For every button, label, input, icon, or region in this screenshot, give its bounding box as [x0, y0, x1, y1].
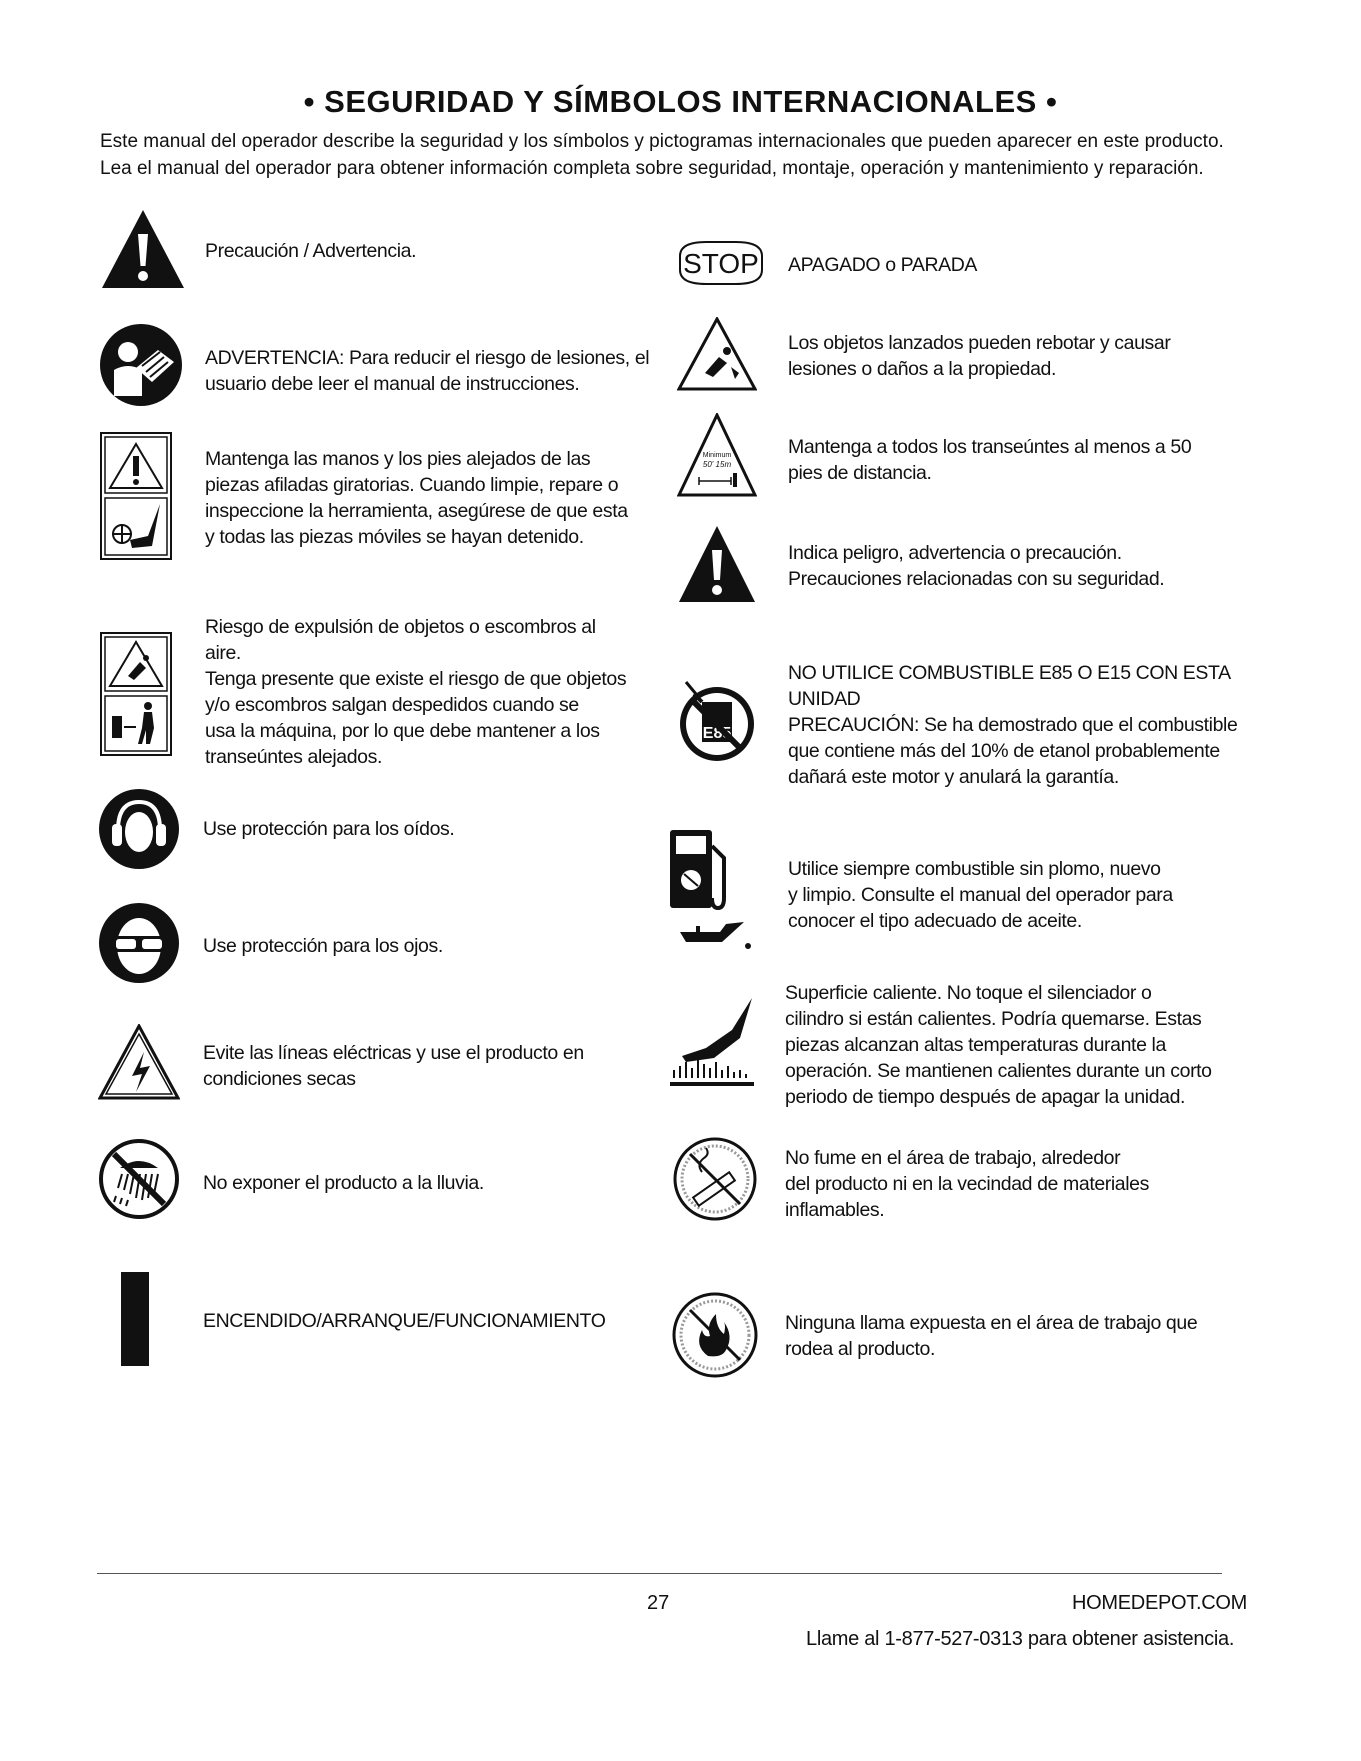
no-rain-icon: [98, 1138, 180, 1220]
right-item-text: Ninguna llama expuesta en el área de trabajo que rodea al producto.: [785, 1312, 1198, 1360]
footer-site: HOMEDEPOT.COM: [1072, 1592, 1247, 1614]
left-item-text: Evite las líneas eléctricas y use el producto en condiciones secas: [203, 1042, 584, 1090]
stop-icon-label: STOP: [683, 248, 759, 279]
intro-line: Lea el manual del operador para obtener información completa sobre seguridad, montaje, operación y mantenimiento y reparación.: [100, 158, 1204, 179]
caution-triangle-icon: [100, 208, 186, 290]
left-item-text: Precaución / Advertencia.: [205, 240, 417, 262]
intro-line: Este manual del operador describe la seguridad y los símbolos y pictogramas internacionales que pueden aparecer en este producto.: [100, 131, 1224, 152]
right-item-text: NO UTILICE COMBUSTIBLE E85 O E15 CON ESTA UNIDAD PRECAUCIÓN: Se ha demostrado que el combustible que contiene más del 10% de etanol probablemente dañará este motor y anulará la garantía.: [788, 662, 1238, 788]
no-e85-fuel-icon: [676, 678, 758, 764]
bystander-distance-icon: [677, 413, 757, 497]
right-item-text: Los objetos lanzados pueden rebotar y causar lesiones o daños a la propiedad.: [788, 332, 1171, 380]
page-number: 27: [647, 1592, 670, 1614]
left-item-text: Mantenga las manos y los pies alejados de las piezas afiladas giratorias. Cuando limpie, repare o inspeccione la herramienta, asegúrese de que esta y todas las piezas móviles se hayan detenido.: [205, 448, 628, 548]
left-item-text: Use protección para los ojos.: [203, 935, 443, 957]
footer-assistance: Llame al 1-877-527-0313 para obtener asistencia.: [806, 1628, 1235, 1650]
right-item-text: No fume en el área de trabajo, alrededor del producto ni en la vecindad de materiales inflamables.: [785, 1147, 1149, 1221]
page-title: • SEGURIDAD Y SÍMBOLOS INTERNACIONALES •: [303, 84, 1058, 119]
right-item-text: Utilice siempre combustible sin plomo, nuevo y limpio. Consulte el manual del operador para conocer el tipo adecuado de aceite.: [788, 858, 1173, 932]
danger-triangle-icon: [677, 524, 757, 604]
on-start-icon: [121, 1272, 149, 1366]
rotating-blades-warning-icon: [100, 432, 172, 560]
right-item-text: APAGADO o PARADA: [788, 254, 978, 276]
ricochet-warning-icon: [677, 317, 757, 391]
unleaded-fuel-oil-icon: [670, 828, 758, 952]
stop-icon: [676, 236, 766, 290]
left-item-text: ADVERTENCIA: Para reducir el riesgo de lesiones, el usuario debe leer el manual de instrucciones.: [205, 347, 650, 395]
left-item-text: No exponer el producto a la lluvia.: [203, 1172, 484, 1194]
no-smoking-icon: [672, 1136, 758, 1222]
read-manual-icon: [98, 322, 184, 408]
right-item-text: Indica peligro, advertencia o precaución. Precauciones relacionadas con su seguridad.: [788, 542, 1165, 590]
no-open-flame-icon: [672, 1290, 758, 1380]
right-item-text: Superficie caliente. No toque el silenciador o cilindro si están calientes. Podría quemarse. Estas piezas alcanzan altas temperaturas durante la operación. Se mantienen calientes durante un corto periodo de tiempo después de apagar la unidad.: [785, 982, 1212, 1108]
intro-paragraph: [100, 128, 1280, 182]
eye-protection-icon: [98, 902, 180, 984]
thrown-objects-warning-icon: [100, 632, 172, 756]
right-item-text: Mantenga a todos los transeúntes al menos a 50 pies de distancia.: [788, 436, 1192, 484]
ear-protection-icon: [98, 788, 180, 870]
left-item-text: Riesgo de expulsión de objetos o escombros al aire. Tenga presente que existe el riesgo de que objetos y/o escombros salgan despedidos cuando se usa la máquina, por lo que debe mantener a los transeúntes alejados.: [205, 616, 627, 768]
minimum-label: Minimum: [702, 452, 732, 459]
e85-label: E85: [702, 725, 732, 742]
distance-label: 50' 15m: [702, 460, 732, 469]
left-item-text: ENCENDIDO/ARRANQUE/FUNCIONAMIENTO: [203, 1310, 606, 1332]
electric-hazard-icon: [98, 1024, 180, 1100]
footer-divider: [97, 1573, 1222, 1574]
left-item-text: Use protección para los oídos.: [203, 818, 455, 840]
hot-surface-icon: [670, 998, 758, 1090]
